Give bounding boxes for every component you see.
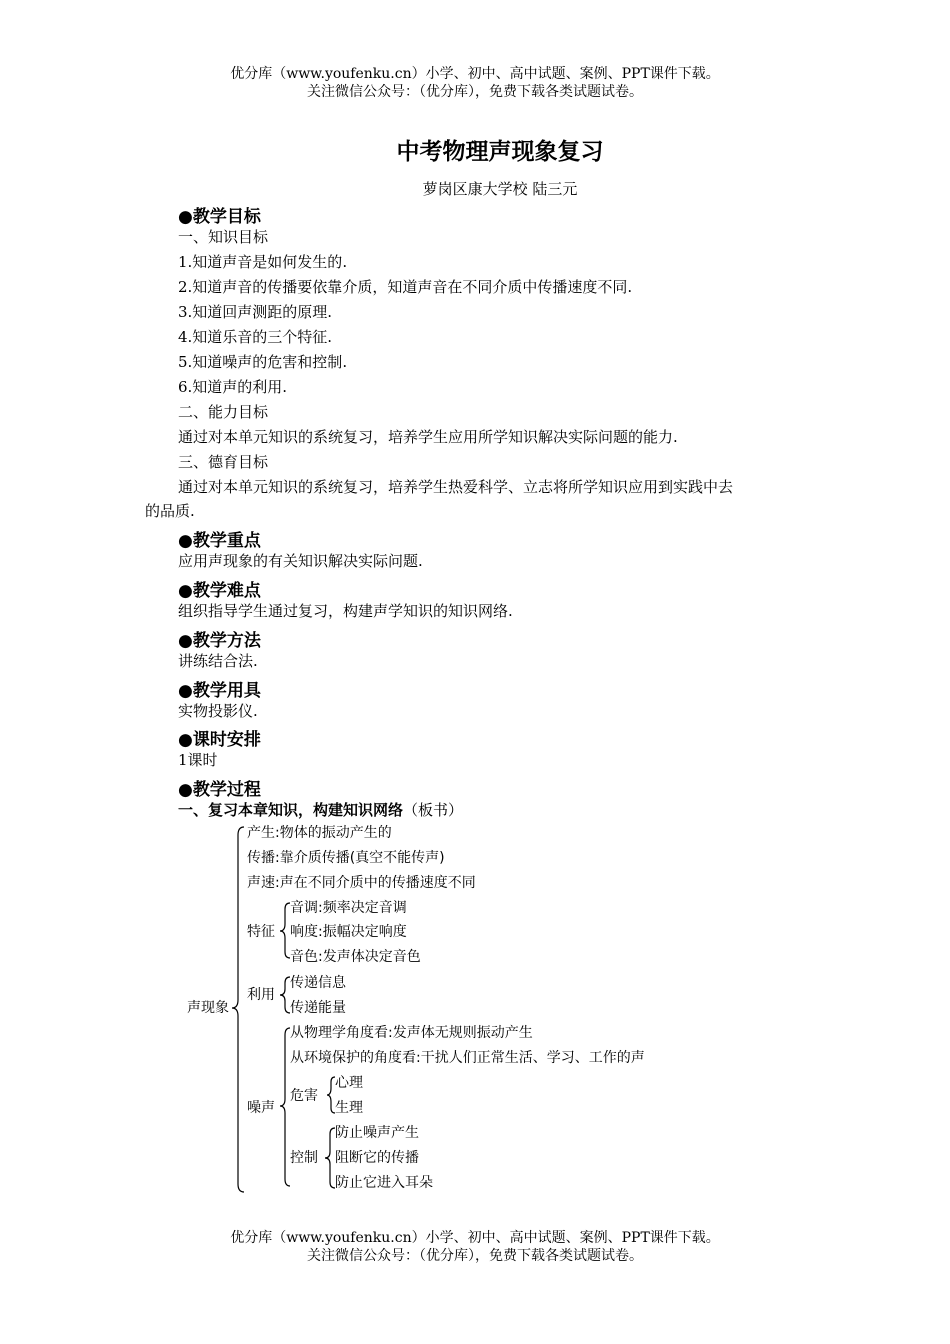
knowledge-item: 5.知道噪声的危害和控制. bbox=[178, 353, 348, 371]
ability-text: 通过对本单元知识的系统复习，培养学生应用所学知识解决实际问题的能力. bbox=[178, 428, 678, 446]
tree-use-item: 传递能量 bbox=[290, 1000, 346, 1016]
knowledge-item: 1.知道声音是如何发生的. bbox=[178, 253, 348, 271]
features-brace bbox=[280, 903, 290, 958]
knowledge-item: 6.知道声的利用. bbox=[178, 378, 288, 396]
tree-feature-item: 响度:振幅决定响度 bbox=[290, 924, 407, 940]
tree-spread: 传播:靠介质传播(真空不能传声) bbox=[247, 850, 445, 866]
footer-line-1: 优分库（www.youfenku.cn）小学、初中、高中试题、案例、PPT课件下载。 bbox=[230, 1230, 720, 1246]
difficulties-heading: ●教学难点 bbox=[178, 581, 261, 601]
tools-heading: ●教学用具 bbox=[178, 681, 261, 701]
tree-root: 声现象 bbox=[187, 1000, 229, 1016]
tree-use-item: 传递信息 bbox=[290, 975, 346, 991]
tools-text: 实物投影仪. bbox=[178, 702, 258, 720]
moral-text-continued: 的品质. bbox=[145, 502, 195, 520]
tree-control-item: 防止噪声产生 bbox=[335, 1125, 419, 1141]
tree-noise-env: 从环境保护的角度看:干扰人们正常生活、学习、工作的声 bbox=[290, 1050, 645, 1066]
goals-heading: ●教学目标 bbox=[178, 207, 261, 227]
tree-control-label: 控制 bbox=[290, 1150, 318, 1166]
process-step-1-note: （板书） bbox=[403, 801, 464, 819]
tree-control-item: 阻断它的传播 bbox=[335, 1150, 419, 1166]
tree-speed: 声速:声在不同介质中的传播速度不同 bbox=[247, 875, 476, 891]
process-heading: ●教学过程 bbox=[178, 780, 261, 800]
tree-produce: 产生:物体的振动产生的 bbox=[247, 825, 392, 841]
author-line: 萝岗区康大学校 陆三元 bbox=[422, 180, 578, 198]
tree-feature-item: 音色:发声体决定音色 bbox=[290, 949, 421, 965]
header-line-1: 优分库（www.youfenku.cn）小学、初中、高中试题、案例、PPT课件下载。 bbox=[230, 66, 720, 82]
moral-heading: 三、德育目标 bbox=[178, 453, 269, 471]
use-brace bbox=[280, 977, 290, 1013]
harm-brace bbox=[327, 1077, 335, 1113]
tree-use-label: 利用 bbox=[247, 987, 275, 1003]
knowledge-item: 2.知道声音的传播要依靠介质，知道声音在不同介质中传播速度不同. bbox=[178, 278, 633, 296]
method-heading: ●教学方法 bbox=[178, 631, 261, 651]
noise-brace bbox=[280, 1028, 290, 1186]
process-step-1-title: 一、复习本章知识，构建知识网络 bbox=[178, 801, 404, 819]
key-points-text: 应用声现象的有关知识解决实际问题. bbox=[178, 552, 423, 570]
tree-features-label: 特征 bbox=[247, 924, 275, 940]
moral-text: 通过对本单元知识的系统复习，培养学生热爱科学、立志将所学知识应用到实践中去 bbox=[178, 478, 734, 496]
tree-harm-item: 生理 bbox=[335, 1100, 363, 1116]
root-brace bbox=[232, 827, 244, 1192]
knowledge-item: 4.知道乐音的三个特征. bbox=[178, 328, 333, 346]
tree-harm-item: 心理 bbox=[335, 1075, 363, 1091]
tree-harm-label: 危害 bbox=[290, 1088, 318, 1104]
control-brace bbox=[325, 1128, 335, 1188]
ability-heading: 二、能力目标 bbox=[178, 403, 269, 421]
tree-noise-label: 噪声 bbox=[247, 1100, 275, 1116]
page-title: 中考物理声现象复习 bbox=[396, 139, 604, 165]
method-text: 讲练结合法. bbox=[178, 652, 258, 670]
knowledge-heading: 一、知识目标 bbox=[178, 228, 269, 246]
knowledge-item: 3.知道回声测距的原理. bbox=[178, 303, 333, 321]
header-line-2: 关注微信公众号：（优分库），免费下载各类试题试卷。 bbox=[307, 84, 643, 100]
schedule-text: 1课时 bbox=[178, 751, 218, 769]
tree-noise-physics: 从物理学角度看:发声体无规则振动产生 bbox=[290, 1025, 533, 1041]
difficulties-text: 组织指导学生通过复习，构建声学知识的知识网络. bbox=[178, 602, 513, 620]
footer-line-2: 关注微信公众号：（优分库），免费下载各类试题试卷。 bbox=[307, 1248, 643, 1264]
schedule-heading: ●课时安排 bbox=[178, 730, 261, 750]
tree-feature-item: 音调:频率决定音调 bbox=[290, 900, 407, 916]
tree-control-item: 防止它进入耳朵 bbox=[335, 1175, 433, 1191]
key-points-heading: ●教学重点 bbox=[178, 531, 261, 551]
